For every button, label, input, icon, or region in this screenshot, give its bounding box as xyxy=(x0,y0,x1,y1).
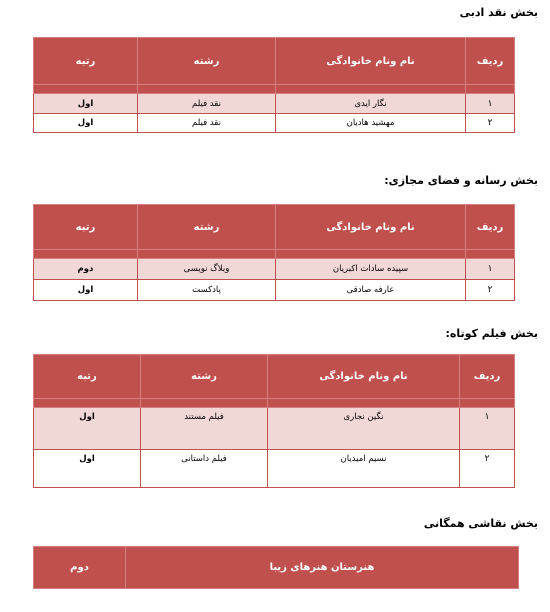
results-table-media xyxy=(33,204,515,301)
header-name: نام ونام خانوادگی xyxy=(276,38,466,85)
row-rank: اول xyxy=(34,408,141,450)
row-name: مهشید هادیان xyxy=(276,114,466,133)
results-table-short-film xyxy=(33,354,515,488)
row-rank: دوم xyxy=(34,259,138,280)
row-name: نسیم امیدیان xyxy=(268,450,460,488)
section-title-public-painting: بخش نقاشی همگانی xyxy=(423,517,538,530)
school-name: هنرستان هنرهای زیبا xyxy=(126,547,519,589)
row-index: ۲ xyxy=(460,450,515,488)
row-field: فیلم مستند xyxy=(141,408,268,450)
row-field: نقد فیلم xyxy=(138,94,276,114)
row-rank: اول xyxy=(34,94,138,114)
table-row xyxy=(34,280,515,301)
row-field: فیلم داستانی xyxy=(141,450,268,488)
table-row xyxy=(34,114,515,133)
row-field: نقد فیلم xyxy=(138,114,276,133)
results-table-literary-criticism xyxy=(33,37,515,133)
header-index: ردیف xyxy=(466,205,515,250)
header-field: رشته xyxy=(138,38,276,85)
header-index: ردیف xyxy=(466,38,515,85)
table-row xyxy=(34,259,515,280)
table-row xyxy=(34,450,515,488)
row-index: ۱ xyxy=(460,408,515,450)
row-rank: اول xyxy=(34,280,138,301)
row-name: نگار ایدی xyxy=(276,94,466,114)
header-field: رشته xyxy=(138,205,276,250)
header-field: رشته xyxy=(141,355,268,399)
table-row xyxy=(34,408,515,450)
row-rank: اول xyxy=(34,450,141,488)
row-name: نگین نجاری xyxy=(268,408,460,450)
table-row xyxy=(34,94,515,114)
section-title-literary-criticism: بخش نقد ادبی xyxy=(459,6,538,19)
header-name: نام ونام خانوادگی xyxy=(268,355,460,399)
header-index: ردیف xyxy=(460,355,515,399)
row-name: عارفه صادقی xyxy=(276,280,466,301)
section-title-short-film: بخش فیلم کوتاه: xyxy=(445,327,538,340)
row-field: پادکست xyxy=(138,280,276,301)
row-field: وبلاگ نویسی xyxy=(138,259,276,280)
header-name: نام ونام خانوادگی xyxy=(276,205,466,250)
school-rank: دوم xyxy=(34,547,126,589)
header-rank: رتبه xyxy=(34,38,138,85)
row-index: ۱ xyxy=(466,94,515,114)
section-title-media: بخش رسانه و فضای مجازی: xyxy=(384,174,538,187)
results-table-public-painting xyxy=(33,546,519,589)
row-index: ۲ xyxy=(466,114,515,133)
header-rank: رتبه xyxy=(34,205,138,250)
row-name: سپیده سادات اکبریان xyxy=(276,259,466,280)
row-index: ۲ xyxy=(466,280,515,301)
header-rank: رتبه xyxy=(34,355,141,399)
row-rank: اول xyxy=(34,114,138,133)
row-index: ۱ xyxy=(466,259,515,280)
